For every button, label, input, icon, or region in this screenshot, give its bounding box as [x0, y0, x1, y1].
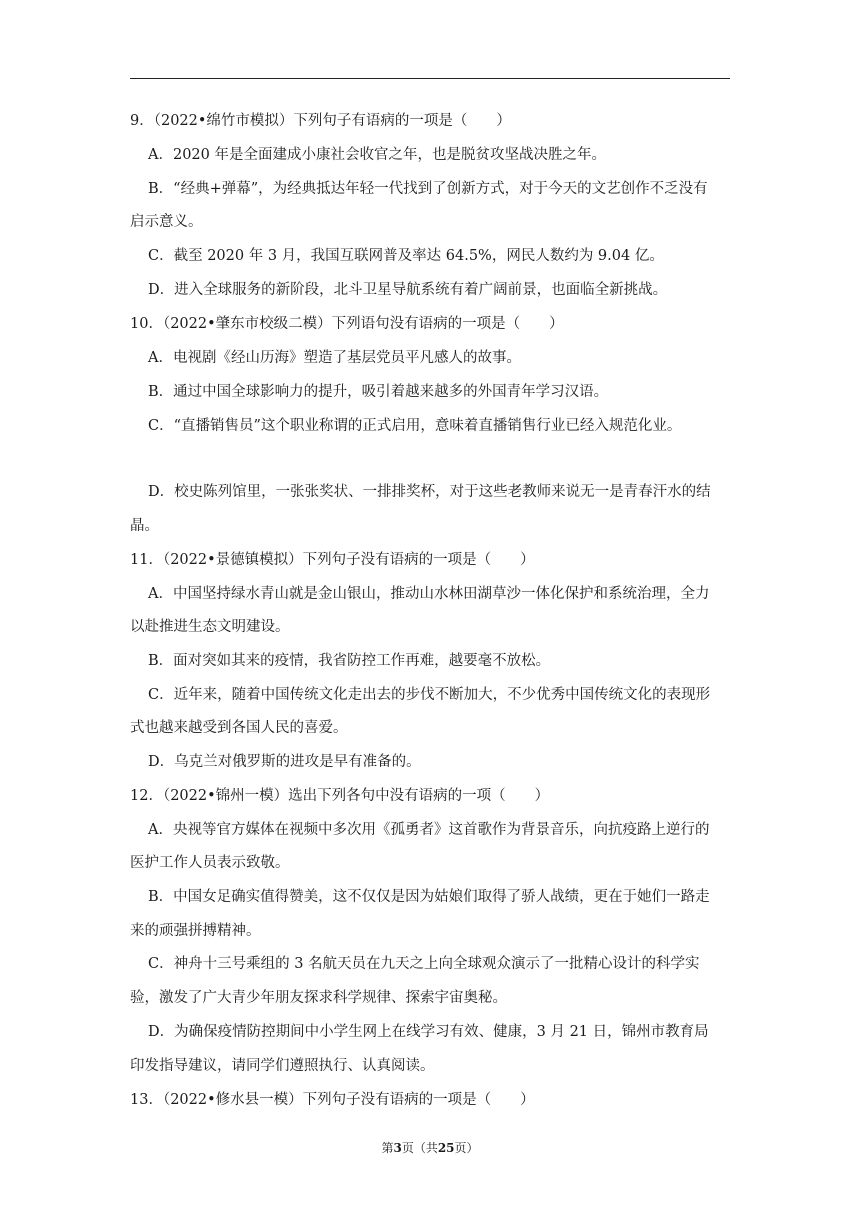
question-12-option-d: D．为确保疫情防控期间中小学生网上在线学习有效、健康，3 月 21 日，锦州市教育局 [148, 1024, 709, 1040]
question-12-option-a-continued: 医护工作人员表示致敬。 [130, 855, 290, 871]
question-11-option-a-continued: 以赴推进生态文明建设。 [130, 619, 290, 635]
footer-mid: 页（共 [401, 1141, 438, 1155]
question-10-option-b: B．通过中国全球影响力的提升，吸引着越来越多的外国青年学习汉语。 [148, 384, 609, 400]
question-10-stem: 10．（2022•肇东市校级二模）下列语句没有语病的一项是（ ） [130, 316, 564, 332]
page-footer [0, 1140, 860, 1156]
question-11-option-c: C．近年来，随着中国传统文化走出去的步伐不断加大，不少优秀中国传统文化的表现形 [148, 687, 711, 703]
question-10-option-d-continued: 晶。 [130, 518, 159, 534]
footer-total-pages: 25 [437, 1141, 455, 1155]
question-12-option-b-continued: 来的顽强拼搏精神。 [130, 923, 261, 939]
question-11-option-a: A．中国坚持绿水青山就是金山银山，推动山水林田湖草沙一体化保护和系统治理，全力 [148, 586, 710, 602]
question-11-option-d: D．乌克兰对俄罗斯的进攻是早有准备的。 [148, 754, 421, 770]
question-11-option-b: B．面对突如其来的疫情，我省防控工作再难，越要毫不放松。 [148, 653, 551, 669]
footer-prefix: 第 [381, 1141, 394, 1155]
question-12-option-a: A．央视等官方媒体在视频中多次用《孤勇者》这首歌作为背景音乐，向抗疫路上逆行的 [148, 822, 710, 838]
question-9-option-a: A．2020 年是全面建成小康社会收官之年，也是脱贫攻坚战决胜之年。 [148, 147, 606, 163]
question-9-stem: 9．（2022•绵竹市模拟）下列句子有语病的一项是（ ） [130, 113, 511, 129]
question-11-option-c-continued: 式也越来越受到各国人民的喜爱。 [130, 720, 348, 736]
question-11-stem: 11．（2022•景德镇模拟）下列句子没有语病的一项是（ ） [130, 552, 535, 568]
question-12-option-c-continued: 验，激发了广大青少年朋友探求科学规律、探索宇宙奥秘。 [130, 990, 507, 1006]
question-12-option-c: C．神舟十三号乘组的 3 名航天员在九天之上向全球观众演示了一批精心设计的科学实 [148, 956, 700, 972]
question-10-option-a: A．电视剧《经山历海》塑造了基层党员平凡感人的故事。 [148, 350, 521, 366]
question-13-stem: 13．（2022•修水县一模）下列句子没有语病的一项是（ ） [130, 1092, 535, 1108]
header-rule [130, 78, 730, 79]
question-12-stem: 12．（2022•锦州一模）选出下列各句中没有语病的一项（ ） [130, 788, 550, 804]
question-10-option-d: D．校史陈列馆里，一张张奖状、一排排奖杯，对于这些老教师来说无一是青春汗水的结 [148, 484, 711, 500]
footer-page-number: 3 [393, 1141, 402, 1155]
question-10-option-c: C．“直播销售员”这个职业称谓的正式启用，意味着直播销售行业已经入规范化业。 [148, 418, 682, 434]
footer-suffix: 页） [454, 1141, 479, 1155]
question-9-option-c: C．截至 2020 年 3 月，我国互联网普及率达 64.5%，网民人数约为 9.04 亿。 [148, 248, 664, 264]
question-9-option-d: D．进入全球服务的新阶段，北斗卫星导航系统有着广阔前景，也面临全新挑战。 [148, 282, 668, 298]
question-12-option-d-continued: 印发指导建议，请同学们遵照执行、认真阅读。 [130, 1058, 435, 1074]
question-12-option-b: B．中国女足确实值得赞美，这不仅仅是因为姑娘们取得了骄人战绩，更在于她们一路走 [148, 889, 710, 905]
question-9-option-b: B．“经典+弹幕”，为经典抵达年轻一代找到了创新方式，对于今天的文艺创作不乏没有 [148, 181, 708, 197]
question-9-option-b-continued: 启示意义。 [130, 214, 203, 230]
